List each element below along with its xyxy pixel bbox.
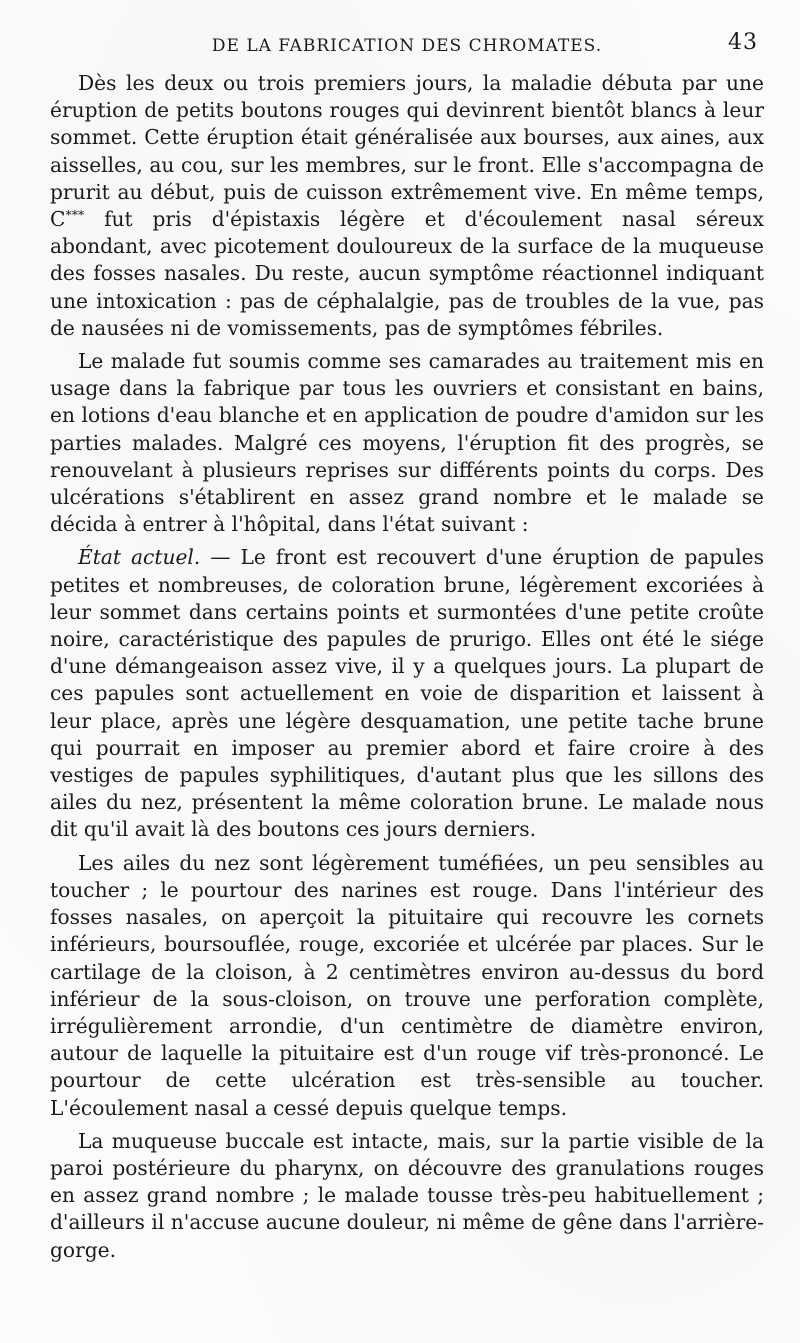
page-header bbox=[50, 30, 764, 62]
anonymized-name-superscript: *** bbox=[65, 207, 85, 223]
paragraph-1-text-a: Dès les deux ou trois premiers jours, la maladie débuta par une éruption de petits boutons rouges qui devinrent bientôt blancs à leur sommet. Cette éruption était généralisée aux bourses, aux aines, aux aisselles, au cou, sur les membres, sur le front. Elle s'accompagna de prurit au début, puis de cuisson extrêmement vive. En même temps, C bbox=[50, 71, 764, 232]
paragraph-2 bbox=[50, 348, 764, 538]
page-number: 43 bbox=[728, 30, 758, 55]
paragraph-2-text: Le malade fut soumis comme ses camarades au traitement mis en usage dans la fabrique par tous les ouvriers et consistant en bains, en lotions d'eau blanche et en application de poudre d'amidon sur les parties malades. Malgré ces moyens, l'éruption fit des progrès, se renouvelant à plusieurs reprises sur différents points du corps. Des ulcérations s'établirent en assez grand nombre et le malade se décida à entrer à l'hôpital, dans l'état suivant : bbox=[50, 349, 764, 537]
paragraph-5 bbox=[50, 1128, 764, 1264]
paragraph-4 bbox=[50, 850, 764, 1122]
paragraph-3 bbox=[50, 544, 764, 843]
paragraph-4-text: Les ailes du nez sont légèrement tuméfiées, un peu sensibles au toucher ; le pourtour des narines est rouge. Dans l'intérieur des fosses nasales, on aperçoit la pituitaire qui recouvre les cornets inférieurs, boursouflée, rouge, excoriée et ulcérée par places. Sur le cartilage de la cloison, à 2 centimètres environ au-dessus du bord inférieur de la sous-cloison, on trouve une perforation complète, irrégulièrement arrondie, d'un centimètre de diamètre environ, autour de laquelle la pituitaire est d'un rouge vif très-prononcé. Le pourtour de cette ulcération est très-sensible au toucher. L'écoulement nasal a cessé depuis quelque temps. bbox=[50, 850, 764, 1120]
running-title: DE LA FABRICATION DES CHROMATES. bbox=[211, 36, 603, 56]
paragraph-1-text-b: fut pris d'épistaxis légère et d'écoulement nasal séreux abondant, avec picotement douloureux de la surface de la muqueuse des fosses nasales. Du reste, aucun symptôme réactionnel indiquant une intoxication : pas de céphalalgie, pas de troubles de la vue, pas de nausées ni de vomissements, pas de symptômes fébriles. bbox=[50, 207, 764, 340]
paragraph-1 bbox=[50, 70, 764, 342]
paragraph-5-text: La muqueuse buccale est intacte, mais, sur la partie visible de la paroi postérieure du pharynx, on découvre des granulations rouges en assez grand nombre ; le malade tousse très-peu habituellement ; d'ailleurs il n'accuse aucune douleur, ni même de gêne dans l'arrière-gorge. bbox=[50, 1128, 764, 1262]
paragraph-3-text: — Le front est recouvert d'une éruption de papules petites et nombreuses, de coloration brune, légèrement excoriées à leur sommet dans certains points et surmontées d'une petite croûte noire, caractéristique des papules de prurigo. Elles ont été le siége d'une démangeaison assez vive, il y a quelques jours. La plupart de ces papules sont actuellement en voie de disparition et laissent à leur place, après une légère desquamation, une petite tache brune qui pourrait en imposer au premier abord et faire croire à des vestiges de papules syphilitiques, d'autant plus que les sillons des ailes du nez, présentent la même coloration brune. Le malade nous dit qu'il avait là des boutons ces jours derniers. bbox=[50, 545, 764, 842]
section-lead-etat-actuel: État actuel. bbox=[78, 545, 201, 570]
body-text bbox=[50, 70, 764, 1264]
